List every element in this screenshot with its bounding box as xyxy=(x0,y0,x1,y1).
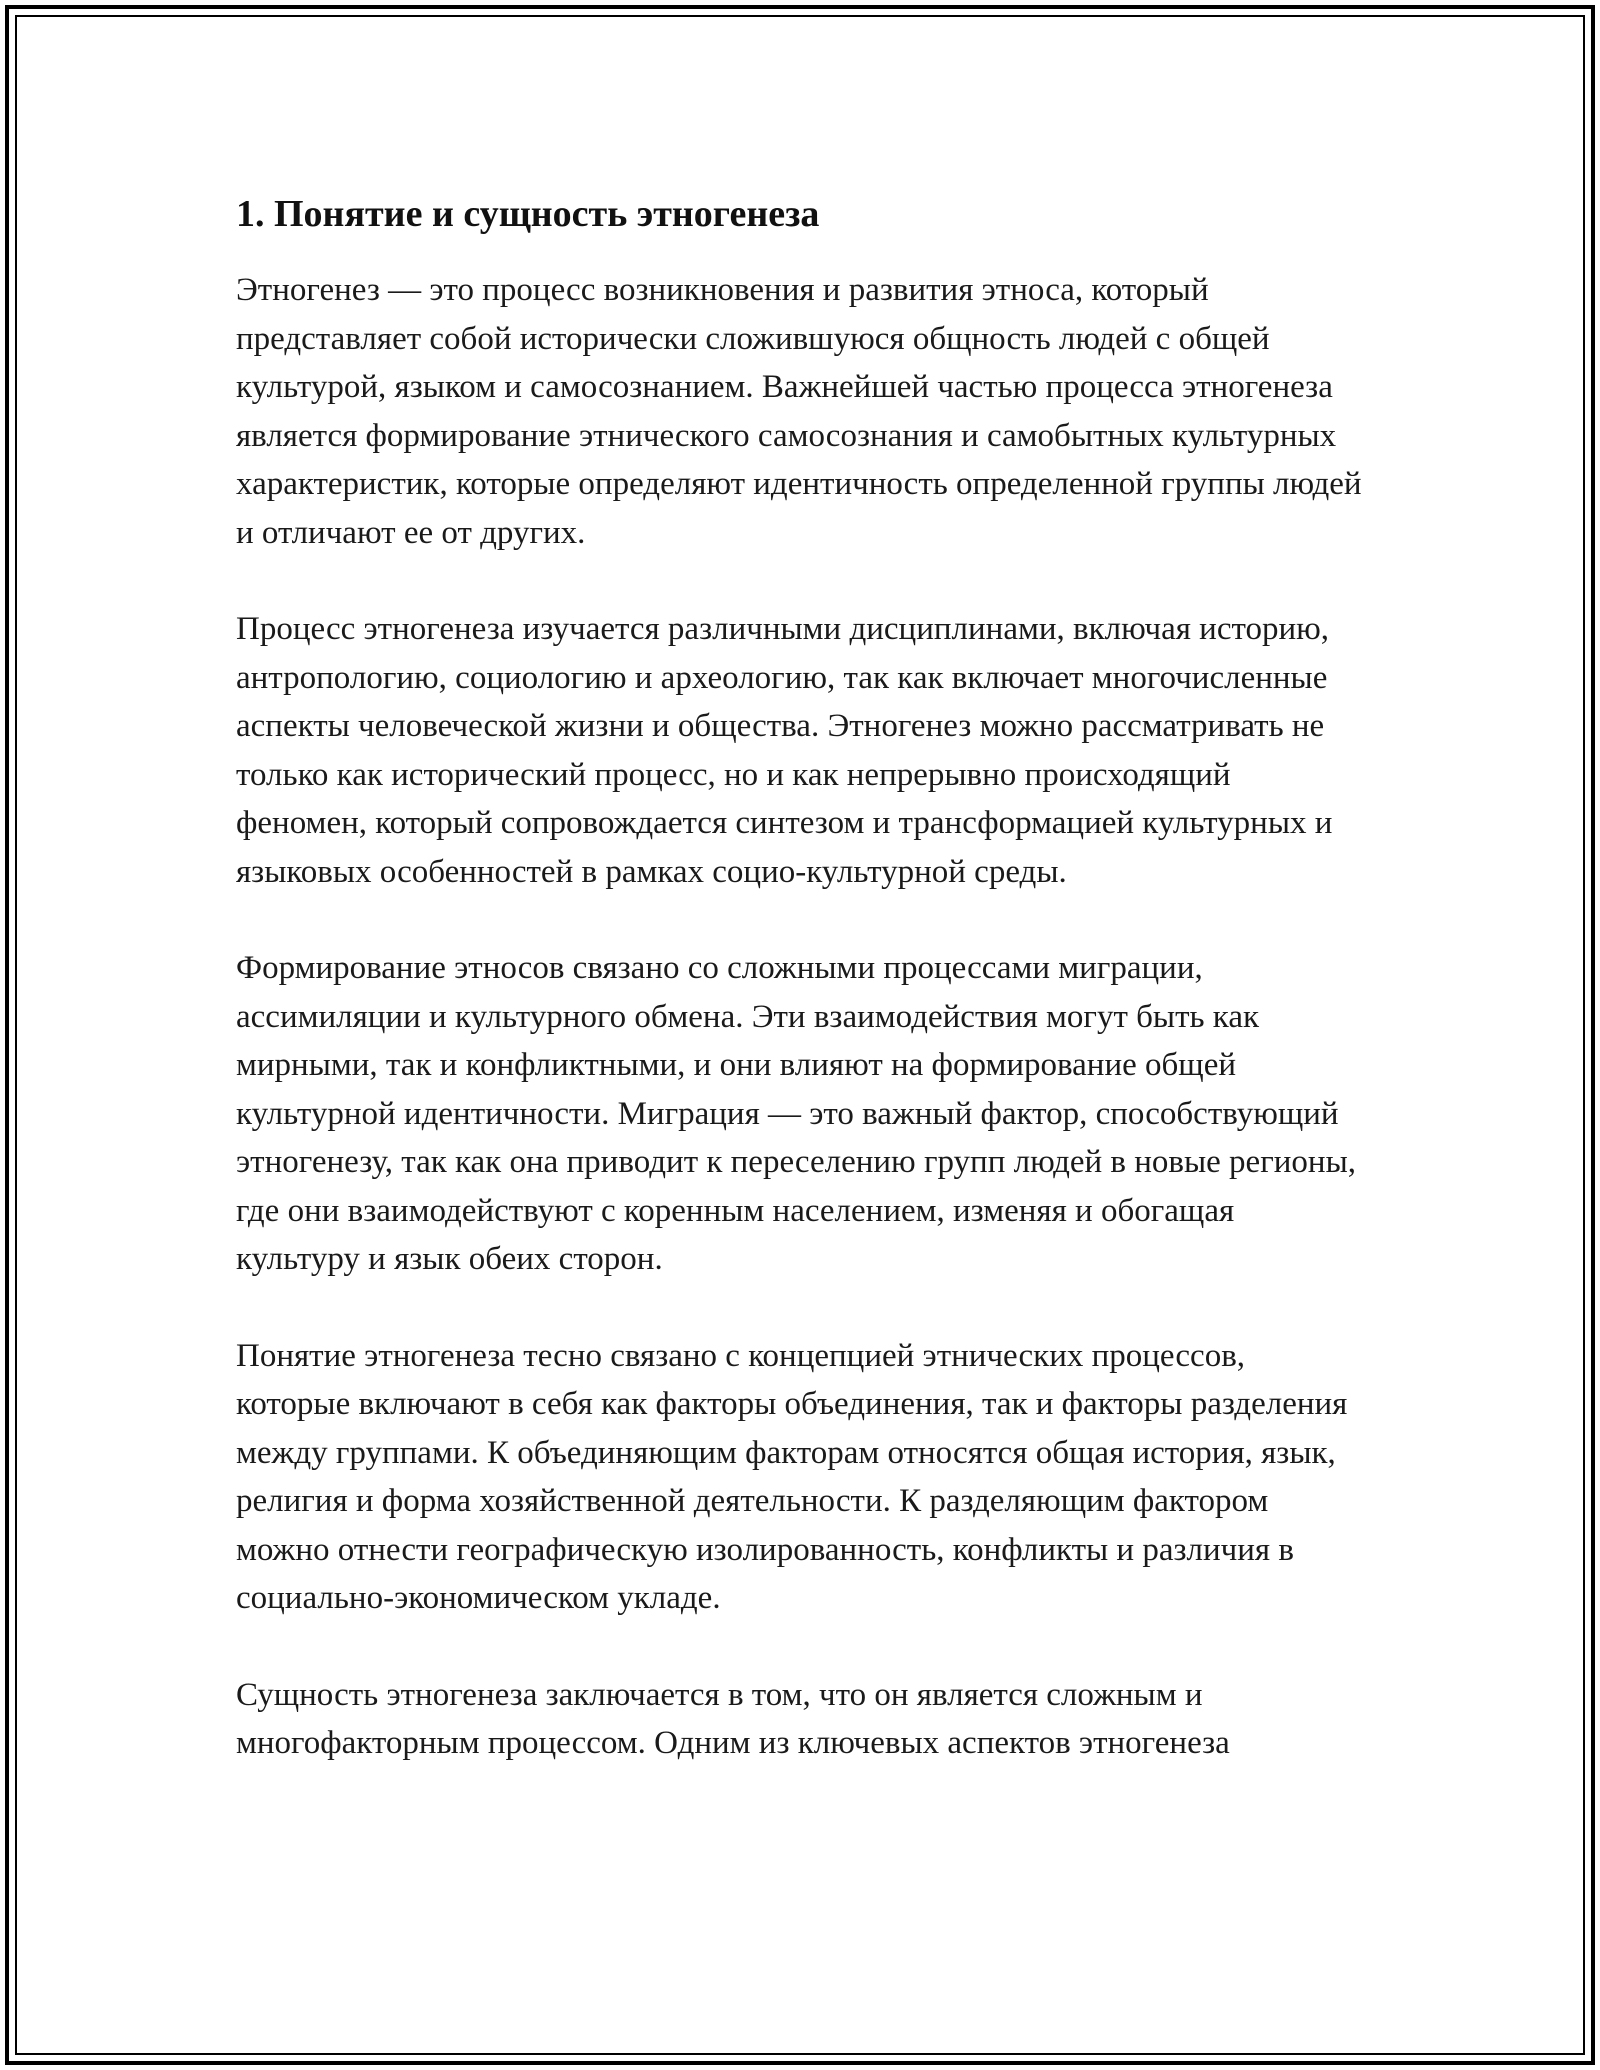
document-body xyxy=(236,186,1366,1768)
paragraph-1: Этногенез — это процесс возникновения и развития этноса, который представляет собой исторически сложившуюся общность людей с общей культурой, языком и самосознанием. Важнейшей частью процесса этногенеза является формирование этнического самосознания и самобытных культурных характеристик, которые определяют идентичность определенной группы людей и отличают ее от других. xyxy=(236,272,1362,551)
paragraph-3: Формирование этносов связано со сложными процессами миграции, ассимиляции и культурного обмена. Эти взаимодействия могут быть как мирными, так и конфликтными, и они влияют на формирование общей культурной идентичности. Миграция — это важный фактор, способствующий этногенезу, так как она приводит к переселению групп людей в новые регионы, где они взаимодействуют с коренным населением, изменяя и обогащая культуру и язык обеих сторон. xyxy=(236,950,1356,1277)
paragraph-5: Сущность этногенеза заключается в том, что он является сложным и многофакторным процессом. Одним из ключевых аспектов этногенеза xyxy=(236,1676,1230,1761)
section-heading: 1. Понятие и сущность этногенеза xyxy=(236,193,820,235)
paragraph-2: Процесс этногенеза изучается различными дисциплинами, включая историю, антропологию, социологию и археологию, так как включает многочисленные аспекты человеческой жизни и общества. Этногенез можно рассматривать не только как исторический процесс, но и как непрерывно происходящий феномен, который сопровождается синтезом и трансформацией культурных и языковых особенностей в рамках социо-культурной среды. xyxy=(236,611,1333,890)
paragraph-4: Понятие этногенеза тесно связано с концепцией этнических процессов, которые включают в себя как факторы объединения, так и факторы разделения между группами. К объединяющим факторам относятся общая история, язык, религия и форма хозяйственной деятельности. К разделяющим фактором можно отнести географическую изолированность, конфликты и различия в социально-экономическом укладе. xyxy=(236,1337,1348,1616)
